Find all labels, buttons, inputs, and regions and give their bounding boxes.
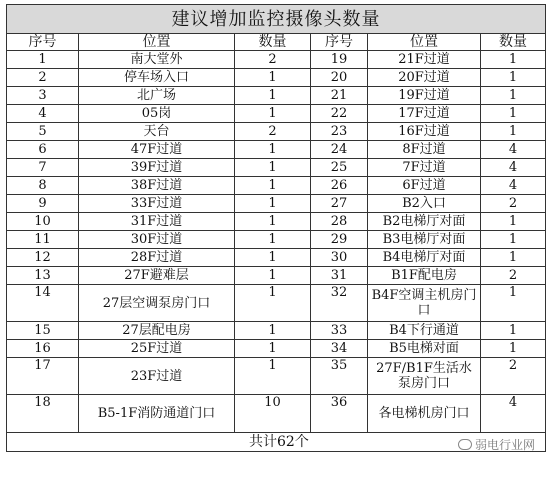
cell-location-1: 31F过道	[79, 213, 235, 231]
cell-location-1: 28F过道	[79, 249, 235, 267]
cell-quantity-2: 1	[481, 285, 546, 322]
cell-index-1: 17	[7, 358, 79, 395]
cell-location-2: 27F/B1F生活水泵房门口	[368, 358, 481, 395]
cell-index-1: 16	[7, 340, 79, 358]
cell-quantity-2: 2	[481, 267, 546, 285]
table-row	[7, 159, 546, 177]
cell-quantity-1: 1	[235, 249, 311, 267]
table-row	[7, 249, 546, 267]
cell-location-1: 北广场	[79, 87, 235, 105]
header-quantity-2: 数量	[481, 34, 546, 51]
cell-location-2: B4F空调主机房门口	[368, 285, 481, 322]
cell-index-1: 5	[7, 123, 79, 141]
cell-index-1: 14	[7, 285, 79, 322]
cell-quantity-2: 1	[481, 213, 546, 231]
cell-index-1: 11	[7, 231, 79, 249]
cell-location-1: 停车场入口	[79, 69, 235, 87]
cell-quantity-2: 1	[481, 87, 546, 105]
cell-quantity-1: 10	[235, 395, 311, 433]
header-location-2: 位置	[368, 34, 481, 51]
table-row	[7, 141, 546, 159]
table-row	[7, 69, 546, 87]
table-row	[7, 123, 546, 141]
cell-index-2: 24	[311, 141, 368, 159]
cell-quantity-1: 1	[235, 231, 311, 249]
cell-quantity-2: 1	[481, 322, 546, 340]
cell-index-1: 1	[7, 51, 79, 69]
cell-quantity-2: 1	[481, 51, 546, 69]
cell-index-2: 36	[311, 395, 368, 433]
cell-index-1: 13	[7, 267, 79, 285]
cell-location-1: 27层空调泵房门口	[79, 285, 235, 322]
cell-index-1: 10	[7, 213, 79, 231]
cell-location-2: B4下行通道	[368, 322, 481, 340]
cell-location-1: 25F过道	[79, 340, 235, 358]
cell-quantity-2: 1	[481, 69, 546, 87]
cell-quantity-2: 4	[481, 177, 546, 195]
cell-quantity-1: 1	[235, 285, 311, 322]
cell-quantity-2: 1	[481, 123, 546, 141]
table-row	[7, 213, 546, 231]
cell-quantity-2: 1	[481, 340, 546, 358]
table-row	[7, 267, 546, 285]
cell-quantity-1: 1	[235, 340, 311, 358]
cell-index-1: 9	[7, 195, 79, 213]
watermark-text: 弱电行业网	[475, 438, 536, 452]
cell-index-2: 20	[311, 69, 368, 87]
cell-location-2: 19F过道	[368, 87, 481, 105]
cell-quantity-2: 4	[481, 159, 546, 177]
cell-index-1: 3	[7, 87, 79, 105]
cell-index-2: 26	[311, 177, 368, 195]
cell-location-2: 各电梯机房门口	[368, 395, 481, 433]
cell-index-2: 22	[311, 105, 368, 123]
cell-index-1: 15	[7, 322, 79, 340]
camera-table-sheet	[6, 4, 545, 452]
cell-location-1: 27层配电房	[79, 322, 235, 340]
cell-location-2: B5电梯对面	[368, 340, 481, 358]
table-row	[7, 87, 546, 105]
cell-location-1: 33F过道	[79, 195, 235, 213]
total-label: 共计62个	[7, 433, 546, 452]
cell-location-1: 05岗	[79, 105, 235, 123]
watermark	[458, 436, 535, 453]
table-row	[7, 358, 546, 395]
cell-location-2: B4电梯厅对面	[368, 249, 481, 267]
cell-index-2: 27	[311, 195, 368, 213]
cell-quantity-1: 1	[235, 213, 311, 231]
cell-location-2: 16F过道	[368, 123, 481, 141]
cell-location-1: 23F过道	[79, 358, 235, 395]
cell-location-2: B2电梯厅对面	[368, 213, 481, 231]
wechat-icon	[458, 439, 472, 450]
cell-quantity-1: 1	[235, 159, 311, 177]
cell-location-2: 17F过道	[368, 105, 481, 123]
cell-location-2: B3电梯厅对面	[368, 231, 481, 249]
title-row	[7, 5, 546, 34]
cell-quantity-1: 2	[235, 123, 311, 141]
cell-location-2: 8F过道	[368, 141, 481, 159]
cell-index-2: 30	[311, 249, 368, 267]
header-location-1: 位置	[79, 34, 235, 51]
cell-quantity-1: 1	[235, 69, 311, 87]
cell-index-1: 7	[7, 159, 79, 177]
cell-location-1: 南大堂外	[79, 51, 235, 69]
cell-index-2: 35	[311, 358, 368, 395]
table-title: 建议增加监控摄像头数量	[7, 5, 546, 34]
cell-quantity-1: 1	[235, 105, 311, 123]
cell-index-2: 32	[311, 285, 368, 322]
cell-index-2: 28	[311, 213, 368, 231]
header-quantity-1: 数量	[235, 34, 311, 51]
cell-quantity-1: 1	[235, 267, 311, 285]
header-index-2: 序号	[311, 34, 368, 51]
cell-index-1: 18	[7, 395, 79, 433]
cell-location-2: 7F过道	[368, 159, 481, 177]
cell-location-2: 20F过道	[368, 69, 481, 87]
cell-index-2: 31	[311, 267, 368, 285]
cell-location-1: 27F避难层	[79, 267, 235, 285]
table-row	[7, 51, 546, 69]
cell-index-1: 2	[7, 69, 79, 87]
cell-index-1: 12	[7, 249, 79, 267]
cell-quantity-2: 4	[481, 141, 546, 159]
cell-index-1: 8	[7, 177, 79, 195]
cell-location-1: 天台	[79, 123, 235, 141]
cell-quantity-1: 1	[235, 141, 311, 159]
cell-index-2: 21	[311, 87, 368, 105]
cell-quantity-1: 1	[235, 358, 311, 395]
cell-index-1: 4	[7, 105, 79, 123]
header-index-1: 序号	[7, 34, 79, 51]
table-row	[7, 195, 546, 213]
table-row	[7, 177, 546, 195]
table-row	[7, 340, 546, 358]
cell-location-2: B1F配电房	[368, 267, 481, 285]
cell-location-2: 21F过道	[368, 51, 481, 69]
cell-location-1: 39F过道	[79, 159, 235, 177]
cell-index-2: 33	[311, 322, 368, 340]
cell-quantity-2: 4	[481, 395, 546, 433]
cell-index-2: 25	[311, 159, 368, 177]
cell-quantity-2: 2	[481, 195, 546, 213]
cell-location-1: 38F过道	[79, 177, 235, 195]
cell-quantity-2: 2	[481, 358, 546, 395]
cell-index-2: 29	[311, 231, 368, 249]
cell-location-1: 47F过道	[79, 141, 235, 159]
cell-location-1: B5-1F消防通道门口	[79, 395, 235, 433]
table-row	[7, 322, 546, 340]
cell-quantity-1: 1	[235, 87, 311, 105]
cell-quantity-1: 2	[235, 51, 311, 69]
cell-index-2: 19	[311, 51, 368, 69]
header-row	[7, 34, 546, 51]
cell-quantity-2: 1	[481, 231, 546, 249]
cell-index-2: 23	[311, 123, 368, 141]
table-row	[7, 395, 546, 433]
cell-quantity-2: 1	[481, 249, 546, 267]
cell-location-2: 6F过道	[368, 177, 481, 195]
camera-count-table	[6, 4, 546, 452]
cell-quantity-1: 1	[235, 177, 311, 195]
cell-quantity-1: 1	[235, 195, 311, 213]
cell-quantity-1: 1	[235, 322, 311, 340]
cell-quantity-2: 1	[481, 105, 546, 123]
table-row	[7, 231, 546, 249]
cell-index-1: 6	[7, 141, 79, 159]
cell-location-1: 30F过道	[79, 231, 235, 249]
cell-location-2: B2入口	[368, 195, 481, 213]
table-row	[7, 105, 546, 123]
table-row	[7, 285, 546, 322]
cell-index-2: 34	[311, 340, 368, 358]
